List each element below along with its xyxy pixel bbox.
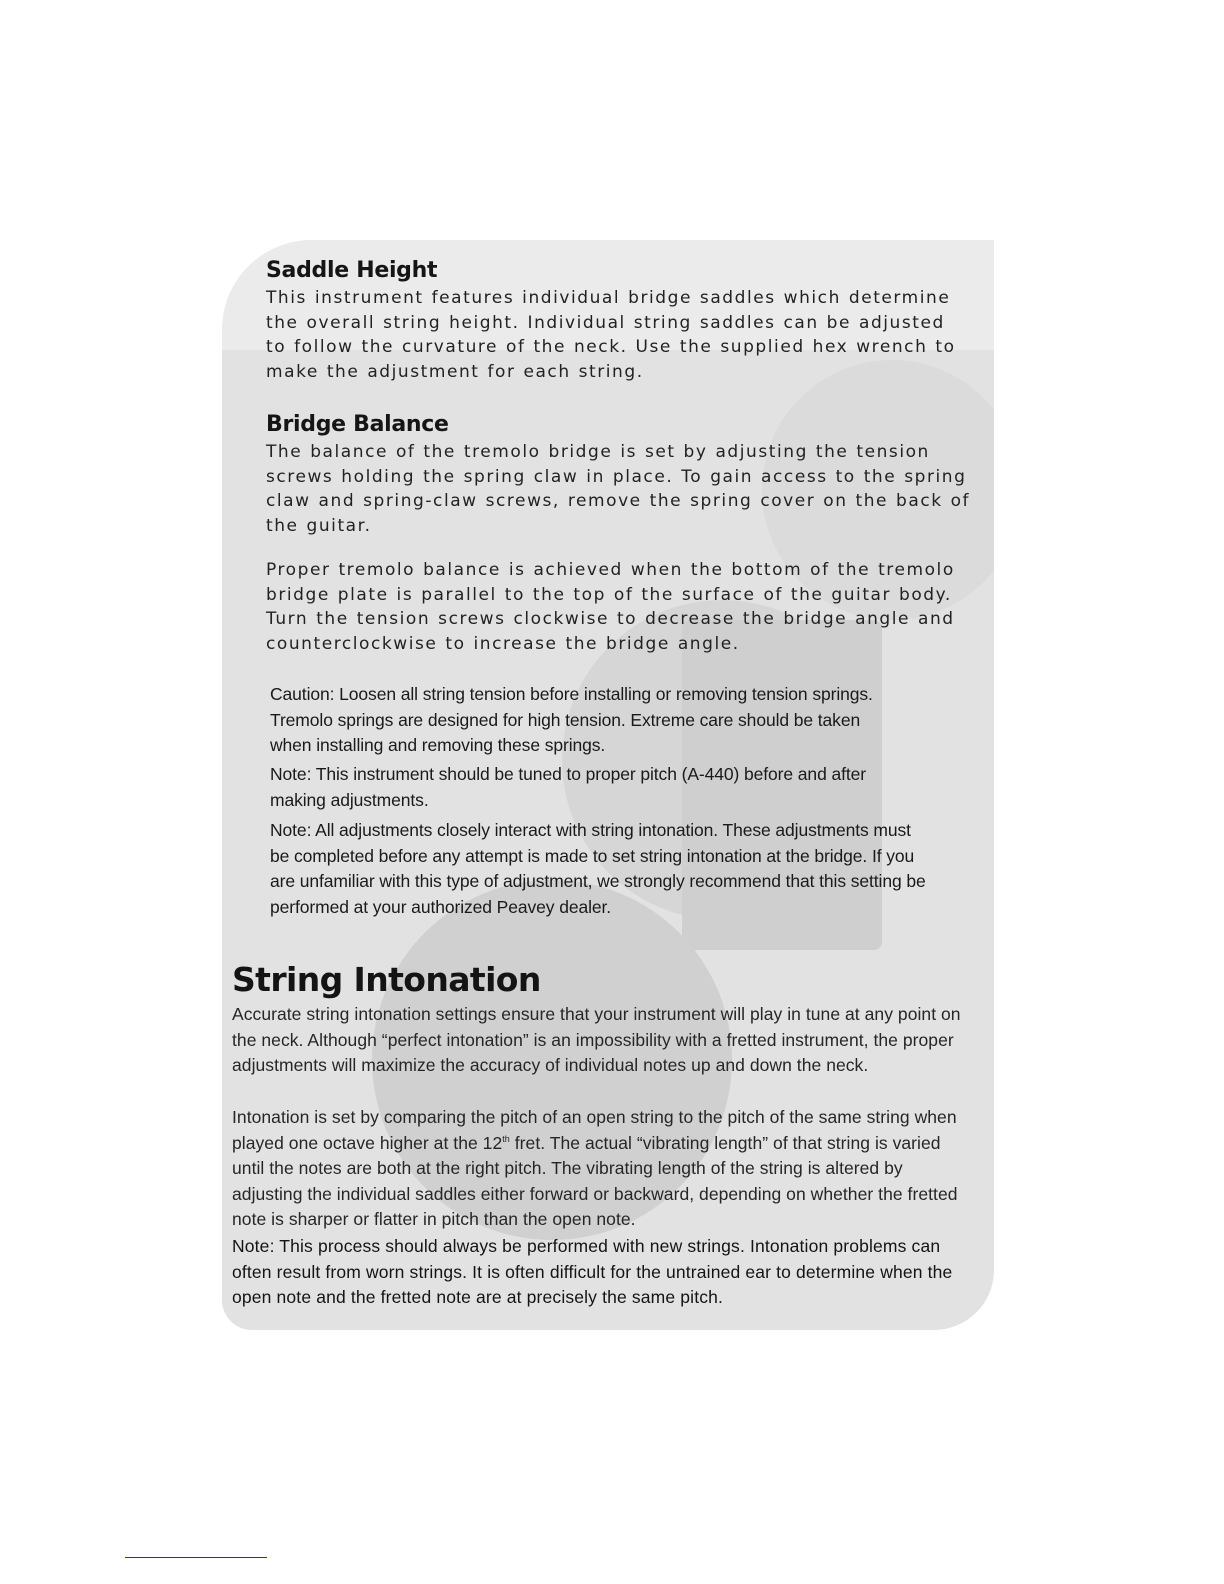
string-intonation-paragraph-1: Accurate string intonation settings ensure that your instrument will play in tune at any point on the neck. Although “perfect intonation” is an impossibility with a fretted instrument, the proper adjustments will maximize the accuracy of individual notes up and down the neck. [232,1004,961,1075]
paragraph-2-text-start: Intonation is set by comparing the pitch of an open string to the pitch of the same string when played one octave higher at the 12 [232,1107,957,1153]
paragraph-2-text-end: fret. The actual “vibrating length” of that string is varied until the notes are both at the right pitch. The vibrating length of the string is altered by adjusting the individual saddles either forward or backward, depending on whether the fretted note is sharper or flatter in pitch than the open note. [232,1132,958,1229]
string-intonation-heading: String Intonation [232,960,541,999]
ordinal-suffix: th [502,1133,510,1144]
string-intonation-paragraph-2 [232,1105,972,1233]
caution-note: Caution: Loosen all string tension before installing or removing tension springs. Tremolo springs are designed for high tension. Extreme care should be taken when installing and removing these springs. [270,684,873,755]
string-intonation-note: Note: This process should always be performed with new strings. Intonation problems can often result from worn strings. It is often difficult for the untrained ear to determine when the open note and the fretted note are at precisely the same pitch. [232,1236,953,1307]
bridge-balance-paragraph-2: Proper tremolo balance is achieved when the bottom of the tremolo bridge plate is parallel to the top of the surface of the guitar body. Turn the tension screws clockwise to decrease the bridge angle and counterclockwise to increase the bridge angle. [266,560,955,654]
tuning-note: Note: This instrument should be tuned to proper pitch (A-440) before and after making adjustments. [270,764,866,810]
adjustments-note: Note: All adjustments closely interact with string intonation. These adjustments must be completed before any attempt is made to set string intonation at the bridge. If you are unfamiliar with this type of adjustment, we strongly recommend that this setting be performed at your authorized Peavey dealer. [270,820,926,917]
bridge-balance-paragraph-1: The balance of the tremolo bridge is set by adjusting the tension screws holding the spring claw in place. To gain access to the spring claw and spring-claw screws, remove the spring cover on the back of the guitar. [266,442,971,536]
saddle-height-body: This instrument features individual bridge saddles which determine the overall string height. Individual string saddles can be adjusted to follow the curvature of the neck. Use the supplied hex wrench to make the adjustment for each string. [266,288,956,382]
bridge-balance-heading: Bridge Balance [266,412,449,437]
footnote-divider [125,1557,267,1558]
saddle-height-heading: Saddle Height [266,258,438,283]
